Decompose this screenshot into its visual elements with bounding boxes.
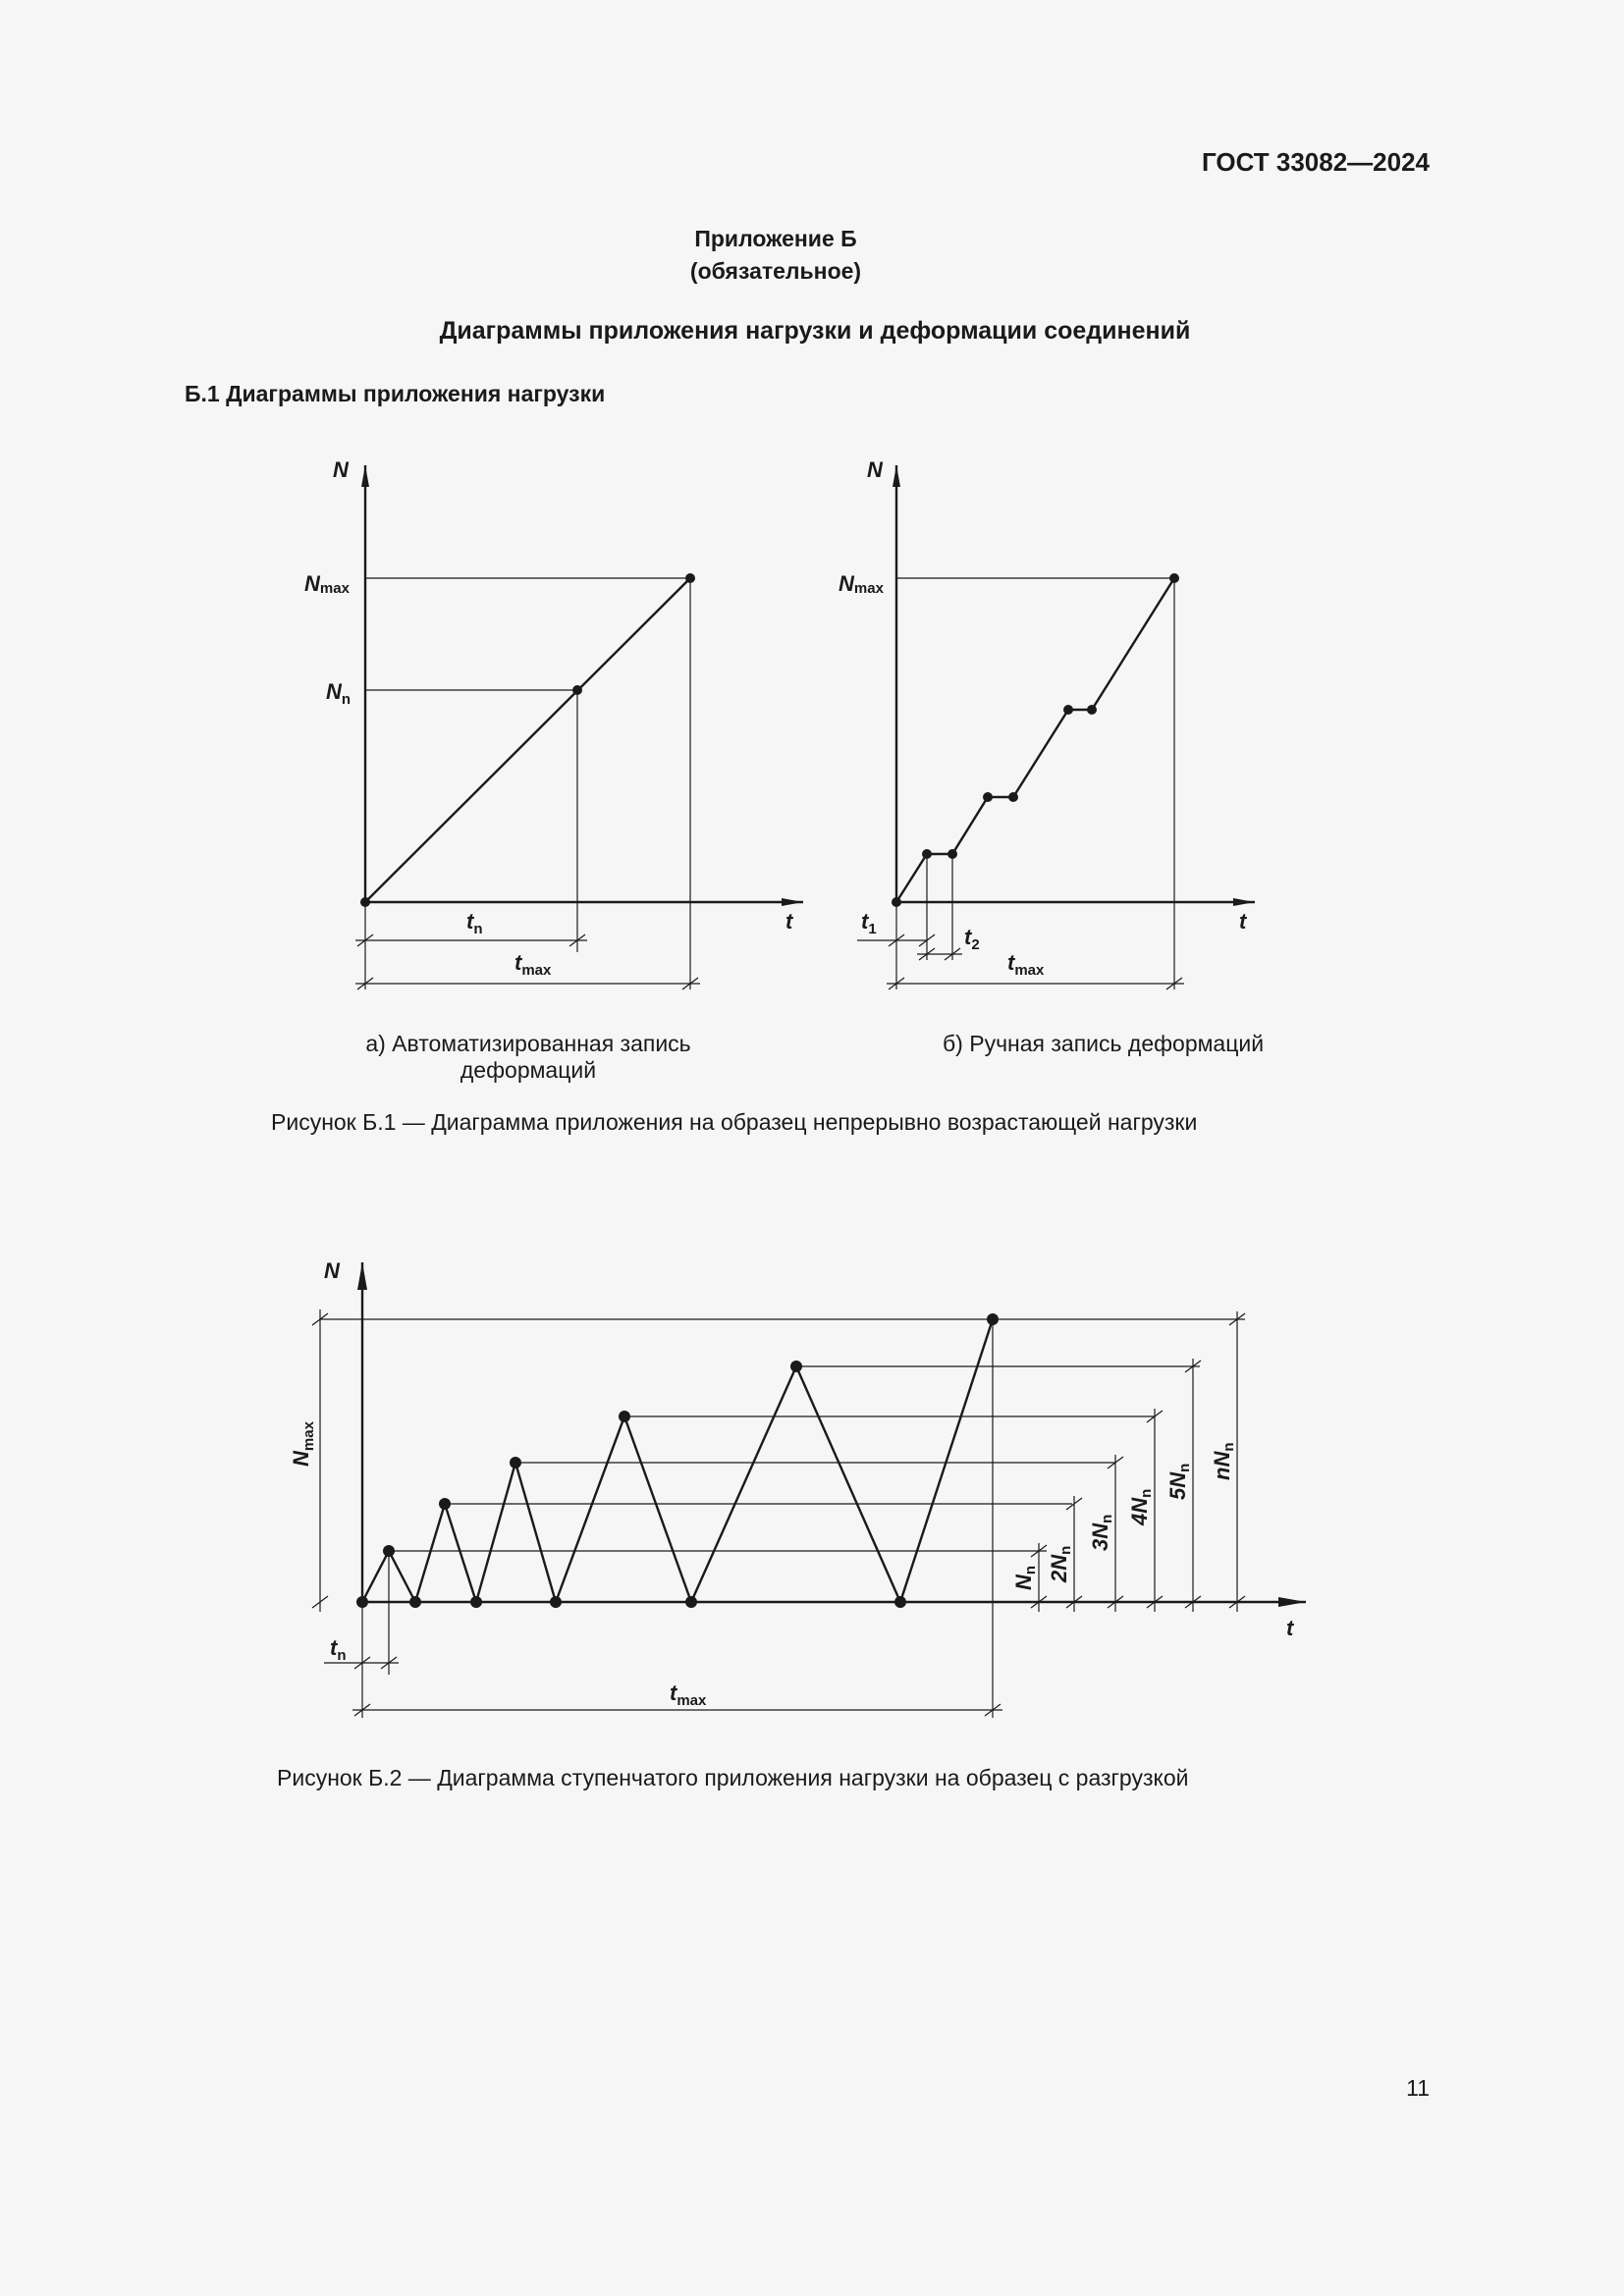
diagram-a-y-label: N <box>333 457 349 482</box>
diagram-a-nn-label: $N_n$ <box>326 679 352 708</box>
main-title: Диаграммы приложения нагрузки и деформации соединений <box>439 317 1191 345</box>
appendix-status: (обязательное) <box>689 258 862 284</box>
figure-b2-nmax-label: $N_{max}$ <box>289 1421 317 1467</box>
figure-b2-tmax-label: $t_{max}$ <box>670 1681 707 1709</box>
figure-b2-x-label: t <box>1286 1616 1294 1640</box>
diagram-b-t2-label: $t_2$ <box>964 925 980 953</box>
figure-b2-level-n: nNn <box>1210 1442 1237 1480</box>
figure-b2-load-line <box>362 1319 993 1602</box>
figure-b2-tn-label: $t_n$ <box>330 1635 347 1664</box>
diagram-a-x-label: t <box>785 909 793 934</box>
figure-b1-subcaption-b: б) Ручная запись деформаций <box>943 1031 1265 1056</box>
figure-b2-level-4: 4Nn <box>1127 1488 1155 1525</box>
appendix-title: Приложение Б <box>694 226 857 251</box>
diagram-b-y-label: N <box>867 457 883 482</box>
figure-b2-level-1: Nn <box>1011 1565 1039 1590</box>
section-heading: Б.1 Диаграммы приложения нагрузки <box>185 381 606 406</box>
figure-b2-y-label: N <box>324 1258 340 1283</box>
diagram-b-x-label: t <box>1239 909 1247 934</box>
figure-b2-level-5: 5Nn <box>1165 1463 1193 1500</box>
diagram-a-tmax-label: $t_{max}$ <box>514 950 552 979</box>
figure-b1-subcaption-a: а) Автоматизированная запись деформаций <box>365 1031 691 1083</box>
page-number: 11 <box>1406 2075 1430 2101</box>
figure-b2-level-2: 2Nn <box>1047 1545 1074 1582</box>
figure-b2-level-3: 3Nn <box>1088 1514 1115 1551</box>
figure-b1-caption: Рисунок Б.1 — Диаграмма приложения на образец непрерывно возрастающей нагрузки <box>271 1109 1198 1135</box>
diagram-b-tmax-label: $t_{max}$ <box>1007 950 1045 979</box>
diagram-b-t1-label: $t_1$ <box>861 909 877 937</box>
diagram-a-tn-label: $t_n$ <box>466 909 483 937</box>
document-code: ГОСТ 33082—2024 <box>1202 147 1430 177</box>
diagram-b-nmax-label: Nmax <box>839 571 884 597</box>
figure-b2-caption: Рисунок Б.2 — Диаграмма ступенчатого приложения нагрузки на образец с разгрузкой <box>277 1765 1189 1790</box>
figure-b2-ticks <box>312 1313 1245 1608</box>
diagram-a-nmax-label: Nmax <box>304 571 350 597</box>
